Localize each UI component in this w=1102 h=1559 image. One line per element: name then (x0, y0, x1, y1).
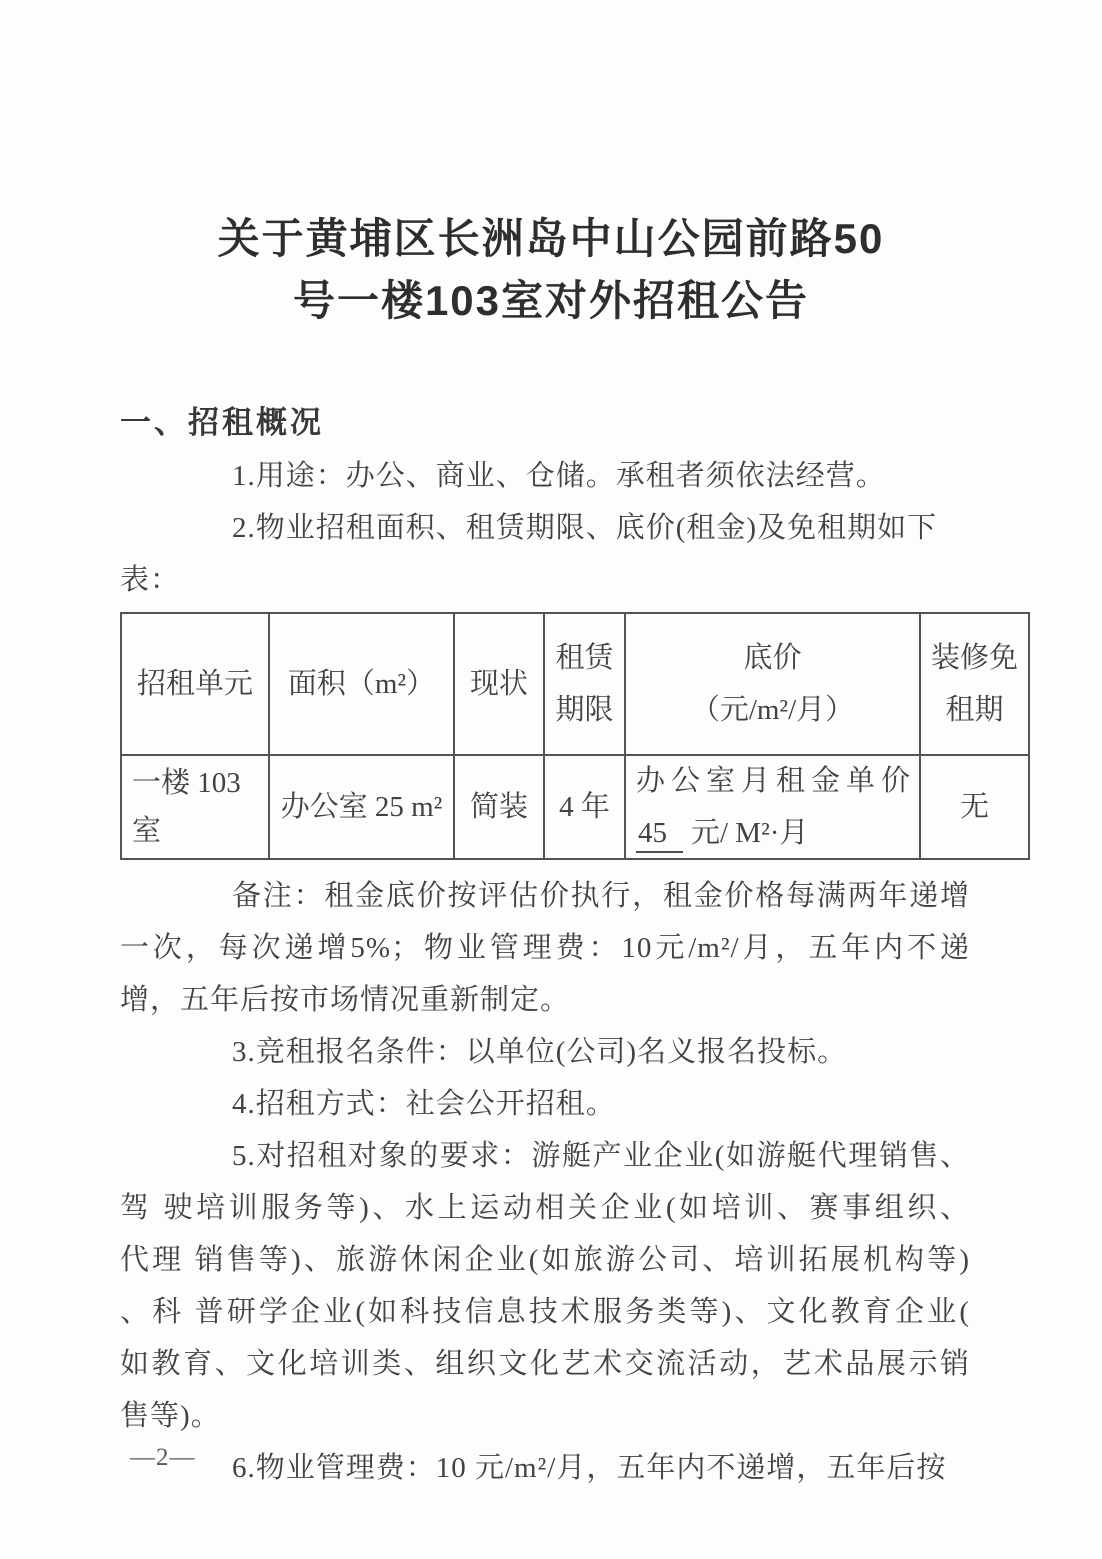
price-unit: 元/ M²·月 (691, 817, 809, 849)
paragraph-item-5 (120, 1130, 1032, 1442)
cell-area: 办公室 25 m² (269, 755, 454, 859)
title-line-2: 号一楼103室对外招租公告 (292, 277, 810, 324)
header-free-period (920, 613, 1029, 755)
cell-price (625, 755, 920, 859)
header-condition: 现状 (454, 613, 544, 755)
document-title (0, 0, 1102, 332)
title-line-1: 关于黄埔区长洲岛中山公园前路50 (217, 215, 885, 262)
paragraph-item-6: 6.物业管理费：10 元/m²/月，五年内不递增，五年后按 (232, 1452, 947, 1484)
cell-condition: 简装 (454, 755, 544, 859)
rental-table-header (121, 613, 1029, 755)
cell-free-period: 无 (920, 755, 1029, 859)
item5-line: 售等)。 (120, 1400, 221, 1432)
remark-line: 增，五年后按市场情况重新制定。 (120, 984, 571, 1016)
item5-line: 、科 普研学企业(如科技信息技术服务类等)、文化教育企业( (120, 1296, 970, 1328)
cell-price-line2 (636, 809, 909, 857)
header-term-line1: 租赁 (555, 642, 614, 674)
header-area: 面积（m²） (269, 613, 454, 755)
item5-line: 5.对招租对象的要求：游艇产业企业(如游艇代理销售、 (232, 1140, 970, 1172)
item5-line: 如教育、文化培训类、组织文化艺术交流活动，艺术品展示销 (120, 1348, 970, 1380)
header-price-line1: 底价 (743, 642, 802, 674)
paragraph-item-3: 3.竞租报名条件：以单位(公司)名义报名投标。 (232, 1036, 848, 1068)
cell-term: 4 年 (544, 755, 625, 859)
rental-table (120, 612, 1030, 860)
remark-paragraph (120, 870, 1032, 1026)
item5-line: 驾 驶培训服务等)、水上运动相关企业(如培训、赛事组织、 (120, 1192, 970, 1224)
remark-line: 备注：租金底价按评估价执行，租金价格每满两年递增 (232, 880, 970, 912)
header-price (625, 613, 920, 755)
header-term (544, 613, 625, 755)
header-free-line2: 租期 (945, 694, 1004, 726)
document-body (120, 396, 1032, 1494)
table-row (121, 755, 1029, 859)
price-value-underlined: 45 (636, 817, 683, 853)
paragraph-item-1: 1.用途：办公、商业、仓储。承租者须依法经营。 (232, 460, 886, 492)
paragraph-item-4: 4.招租方式：社会公开招租。 (232, 1088, 616, 1120)
header-term-line2: 期限 (555, 694, 614, 726)
item5-line: 代理 销售等)、旅游休闲企业(如旅游公司、培训拓展机构等) (120, 1244, 970, 1276)
header-free-line1: 装修免 (931, 642, 1019, 674)
remark-line: 一次，每次递增5%；物业管理费：10元/m²/月，五年内不递 (120, 932, 970, 964)
header-price-line2: （元/m²/月） (690, 694, 855, 726)
cell-price-line1: 办公室月租金单价 (636, 765, 917, 797)
header-unit: 招租单元 (121, 613, 269, 755)
paragraph-item-2: 2.物业招租面积、租赁期限、底价(租金)及免租期如下表： (120, 512, 938, 596)
section-heading: 一、招租概况 (120, 405, 324, 440)
page-number: —2— (130, 1444, 196, 1471)
cell-unit: 一楼 103 室 (121, 755, 269, 859)
